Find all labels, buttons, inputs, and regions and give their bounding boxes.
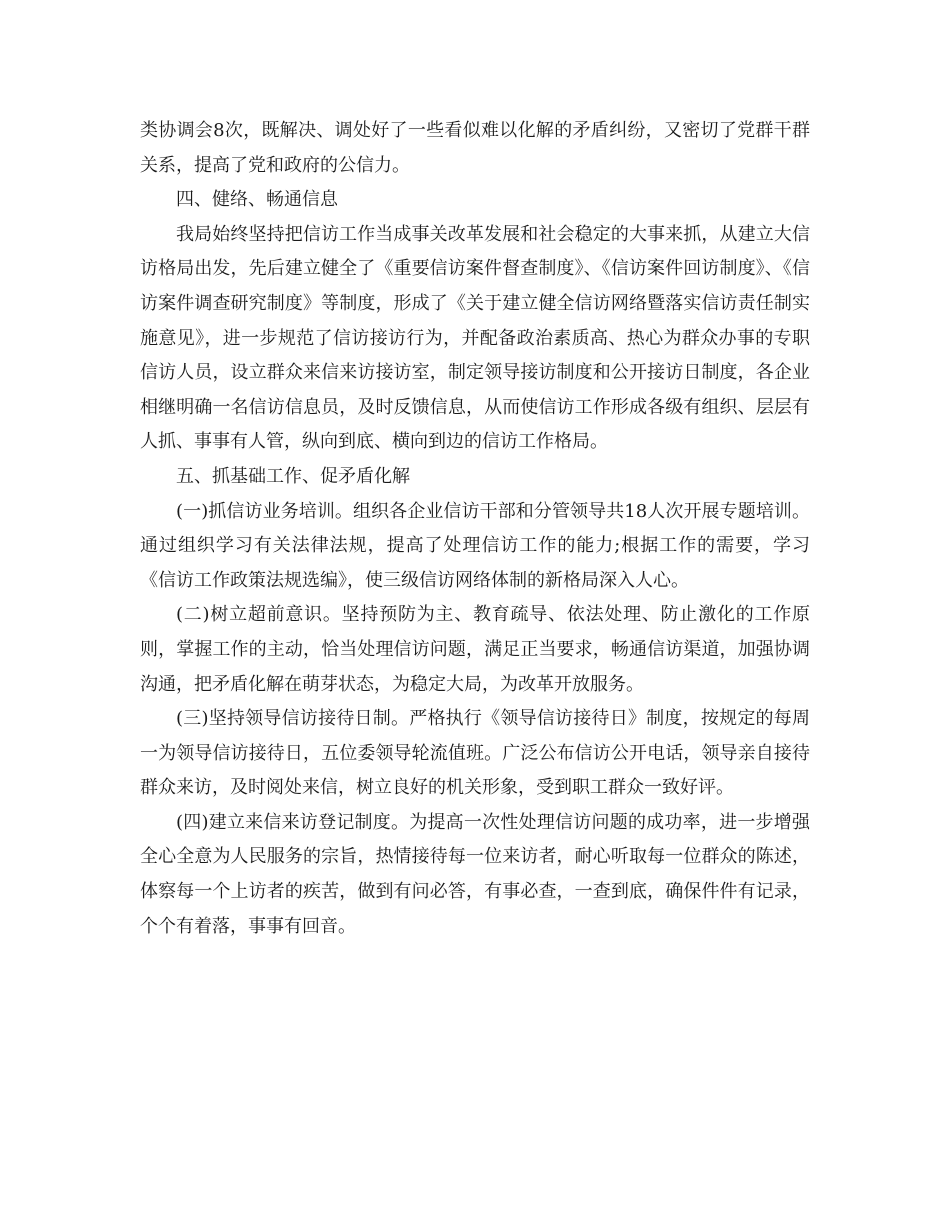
section-heading-4: 四、健络、畅通信息 bbox=[176, 189, 338, 211]
document-body bbox=[140, 114, 810, 944]
paragraph-item-1: (一)抓信访业务培训。组织各企业信访干部和分管领导共18人次开展专题培训。通过组织学习有关法律法规，提高了处理信访工作的能力;根据工作的需要，学习《信访工作政策法规选编》，使三级信访网络体制的新格局深入人心。 bbox=[140, 500, 810, 591]
paragraph-item-3: (三)坚持领导信访接待日制。严格执行《领导信访接待日》制度，按规定的每周一为领导信访接待日，五位委领导轮流值班。广泛公布信访公开电话，领导亲自接待群众来访，及时阅处来信，树立良好的机关形象，受到职工群众一致好评。 bbox=[140, 708, 810, 799]
section-heading-5: 五、抓基础工作、促矛盾化解 bbox=[176, 465, 410, 487]
paragraph-item-2: (二)树立超前意识。坚持预防为主、教育疏导、依法处理、防止激化的工作原则，掌握工作的主动，恰当处理信访问题，满足正当要求，畅通信访渠道，加强协调沟通，把矛盾化解在萌芽状态，为稳定大局，为改革开放服务。 bbox=[140, 604, 810, 695]
paragraph-section-4: 我局始终坚持把信访工作当成事关改革发展和社会稳定的大事来抓，从建立大信访格局出发，先后建立健全了《重要信访案件督查制度》、《信访案件回访制度》、《信访案件调查研究制度》等制度，形成了《关于建立健全信访网络暨落实信访责任制实施意见》，进一步规范了信访接访行为，并配备政治素质高、热心为群众办事的专职信访人员，设立群众来信来访接访室，制定领导接访制度和公开接访日制度，各企业相继明确一名信访信息员，及时反馈信息，从而使信访工作形成各级有组织、层层有人抓、事事有人管，纵向到底、横向到边的信访工作格局。 bbox=[140, 223, 810, 453]
paragraph-item-4: (四)建立来信来访登记制度。为提高一次性处理信访问题的成功率，进一步增强全心全意为人民服务的宗旨，热情接待每一位来访者，耐心听取每一位群众的陈述，体察每一个上访者的疾苦，做到有问必答，有事必查，一查到底，确保件件有记录，个个有着落，事事有回音。 bbox=[140, 811, 810, 937]
paragraph-continuation: 类协调会8次，既解决、调处好了一些看似难以化解的矛盾纠纷，又密切了党群干群关系，提高了党和政府的公信力。 bbox=[140, 120, 810, 176]
